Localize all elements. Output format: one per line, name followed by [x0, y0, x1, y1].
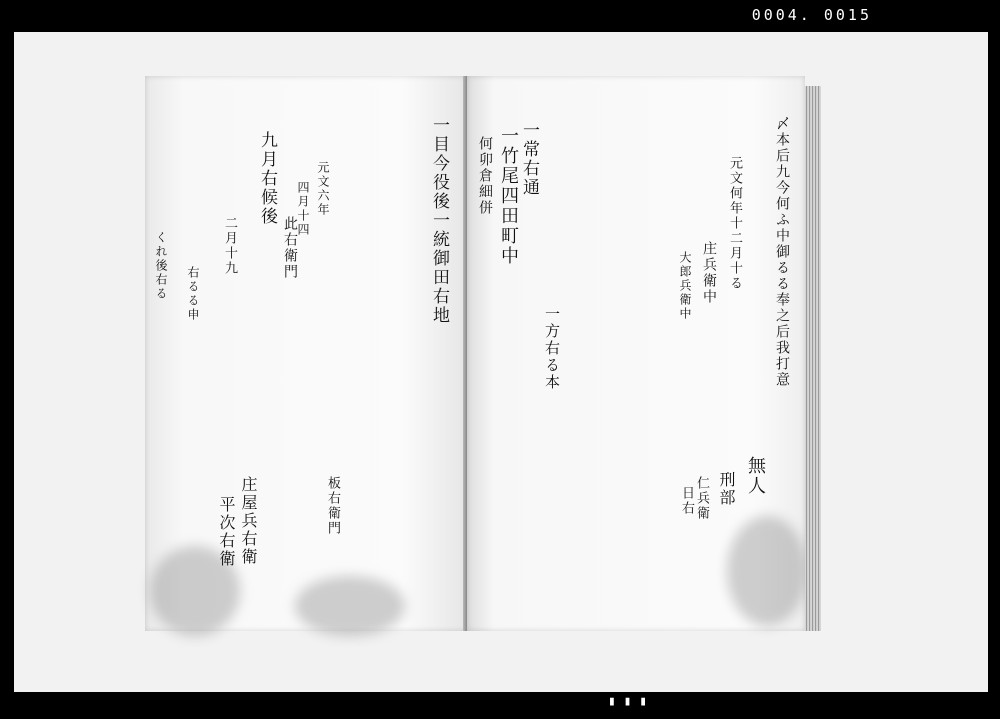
left-col-7: 二月十九: [222, 216, 237, 276]
right-col-6: 無人: [745, 456, 766, 496]
left-col-11: 右るる申: [186, 266, 200, 322]
right-col-11: 何卯倉細併: [477, 136, 493, 216]
left-col-2: 九月右候後: [257, 131, 277, 226]
left-col-1: 一目今役後一統御田右地: [429, 116, 449, 325]
right-col-5: 大郎兵衛中: [678, 251, 692, 321]
right-col-10: 一常右通: [519, 121, 539, 197]
left-page: [145, 76, 467, 631]
page-fore-edge: [805, 86, 821, 631]
right-col-8: 仁兵衛: [694, 476, 709, 521]
right-col-9: 日右: [679, 486, 694, 516]
stain: [295, 576, 405, 636]
left-col-3: 元文六年: [316, 161, 330, 217]
right-col-4: 庄兵衛中: [701, 241, 717, 305]
right-col-7: 刑部: [717, 471, 736, 507]
frame-number: 0004. 0015: [751, 6, 872, 24]
stain: [727, 516, 807, 626]
right-page: [467, 76, 805, 631]
right-col-12: 一方右る本: [543, 306, 561, 391]
right-col-2: 一竹尾四田町中: [498, 126, 519, 266]
open-manuscript-book: [145, 76, 821, 636]
left-col-4: 四月十四: [296, 181, 310, 237]
left-col-10: 庄屋兵右衛: [239, 476, 258, 566]
left-col-8: くれ後右る: [154, 231, 168, 301]
film-edge-mark: ▮ ▮ ▮: [608, 694, 648, 709]
left-col-6: 板右衛門: [325, 476, 340, 536]
right-col-1: 〆本后九今何ふ中御るる奉之后我打意: [774, 116, 790, 388]
left-col-5: 此右衛門: [282, 216, 298, 280]
right-col-3: 元文何年十二月十る: [727, 156, 742, 291]
left-col-9: 平次右衛: [217, 496, 236, 568]
